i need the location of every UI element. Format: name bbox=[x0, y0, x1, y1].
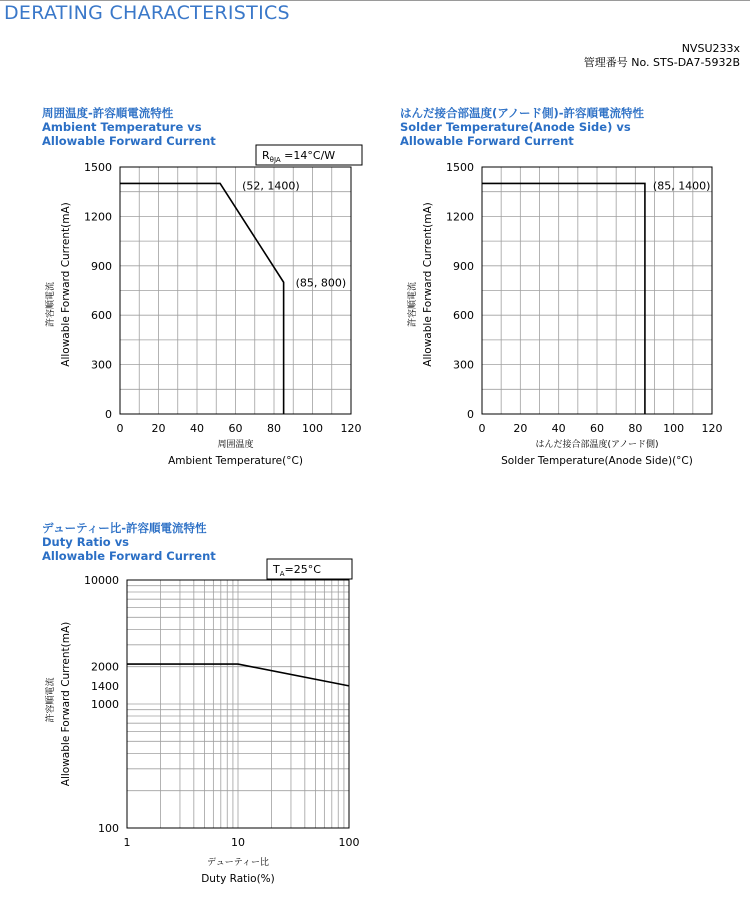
chart1-xlabel: Ambient Temperature(°C) bbox=[168, 455, 303, 467]
chart2-xtick-label: 40 bbox=[551, 422, 566, 435]
chart1-condition-rest: =14°C/W bbox=[280, 149, 336, 162]
chart2-xlabel: Solder Temperature(Anode Side)(°C) bbox=[501, 455, 693, 467]
chart2-title-en-2: Allowable Forward Current bbox=[400, 134, 574, 148]
chart1-title-jp: 周囲温度-許容順電流特性 bbox=[42, 106, 174, 120]
chart2-xlabel-jp: はんだ接合部温度(アノード側) bbox=[535, 440, 659, 450]
chart1-ytick-label: 1200 bbox=[84, 210, 112, 224]
chart1-annotation: (52, 1400) bbox=[242, 179, 300, 193]
chart1-ytick-label: 300 bbox=[91, 358, 112, 372]
chart3-xlabel: Duty Ratio(%) bbox=[201, 873, 275, 885]
chart3-xtick-label: 1 bbox=[123, 836, 131, 849]
chart1-ylabel: Allowable Forward Current(mA) bbox=[60, 202, 72, 367]
chart3-ylabel: Allowable Forward Current(mA) bbox=[60, 621, 72, 787]
chart2-annotation: (85, 1400) bbox=[652, 179, 711, 193]
chart3-ytick-label: 2000 bbox=[91, 660, 119, 674]
chart1-ytick-label: 0 bbox=[105, 408, 112, 421]
chart3-ylabel-jp: 許容順電流 bbox=[46, 677, 56, 723]
chart1-xtick-label: 0 bbox=[116, 422, 124, 435]
chart1-xtick-label: 120 bbox=[340, 422, 362, 435]
chart1-ytick-label: 600 bbox=[91, 309, 112, 323]
chart3-xlabel-jp: デューティー比 bbox=[206, 858, 270, 868]
management-number: 管理番号 No. STS-DA7-5932B bbox=[583, 56, 740, 69]
chart2-ytick-label: 900 bbox=[453, 259, 474, 273]
chart1-title-en-2: Allowable Forward Current bbox=[42, 134, 216, 148]
chart3-title-en-2: Allowable Forward Current bbox=[42, 549, 216, 563]
chart3-condition-main: T bbox=[273, 563, 280, 576]
chart1-annotation: (85, 800) bbox=[295, 276, 347, 290]
chart2-series-line bbox=[482, 183, 645, 414]
chart1-xtick-label: 100 bbox=[302, 422, 323, 435]
chart2-title-en-1: Solder Temperature(Anode Side) vs bbox=[400, 120, 631, 134]
chart1-series-line bbox=[120, 183, 284, 414]
chart3-ytick-label: 1000 bbox=[91, 698, 119, 711]
chart3-title-en-1: Duty Ratio vs bbox=[42, 535, 130, 549]
chart2-xtick-label: 100 bbox=[663, 422, 685, 435]
chart1-xtick-label: 80 bbox=[267, 422, 281, 435]
chart2-ytick-label: 1500 bbox=[446, 161, 474, 174]
chart2-xtick-label: 0 bbox=[478, 422, 486, 435]
chart1-ylabel-jp: 許容順電流 bbox=[46, 281, 56, 328]
chart2-xtick-label: 60 bbox=[590, 422, 604, 435]
chart2-ytick-label: 600 bbox=[453, 309, 474, 323]
chart2-xtick-label: 20 bbox=[513, 422, 528, 435]
chart2-xtick-label: 80 bbox=[628, 422, 643, 435]
chart1-ytick-label: 900 bbox=[91, 259, 112, 273]
chart3-title-jp: デューティー比-許容順電流特性 bbox=[42, 521, 207, 535]
page-title: DERATING CHARACTERISTICS bbox=[4, 2, 290, 24]
chart2-ylabel-jp: 許容順電流 bbox=[408, 281, 418, 328]
chart2-ylabel: Allowable Forward Current(mA) bbox=[422, 202, 434, 367]
part-number: NVSU233x bbox=[681, 42, 740, 55]
chart1-ytick-label: 1500 bbox=[84, 161, 112, 174]
chart2-ytick-label: 1200 bbox=[446, 210, 474, 224]
chart1-xtick-label: 20 bbox=[151, 422, 166, 435]
chart3-ytick-label: 10000 bbox=[84, 574, 119, 587]
chart3-xtick-label: 100 bbox=[338, 836, 360, 849]
chart2-title-jp: はんだ接合部温度(アノード側)-許容順電流特性 bbox=[400, 106, 645, 120]
chart3-condition-rest: =25°C bbox=[284, 563, 321, 576]
chart3-xtick-label: 10 bbox=[231, 836, 245, 849]
chart3-ytick-label: 1400 bbox=[91, 679, 119, 693]
chart1-condition-sub: θJA bbox=[269, 156, 281, 164]
chart1-xtick-label: 40 bbox=[190, 422, 204, 435]
chart3-condition-text bbox=[272, 563, 321, 578]
chart1-xlabel-jp: 周囲温度 bbox=[217, 440, 254, 450]
chart1-title-en-1: Ambient Temperature vs bbox=[42, 120, 202, 134]
chart3-condition-sub: A bbox=[279, 570, 285, 578]
chart1-xtick-label: 60 bbox=[228, 422, 243, 435]
chart2-xtick-label: 120 bbox=[701, 422, 723, 435]
chart1-condition-main: R bbox=[262, 149, 270, 162]
chart3-ytick-label: 100 bbox=[98, 822, 119, 835]
chart2-ytick-label: 0 bbox=[467, 408, 474, 421]
chart2-ytick-label: 300 bbox=[453, 358, 474, 372]
